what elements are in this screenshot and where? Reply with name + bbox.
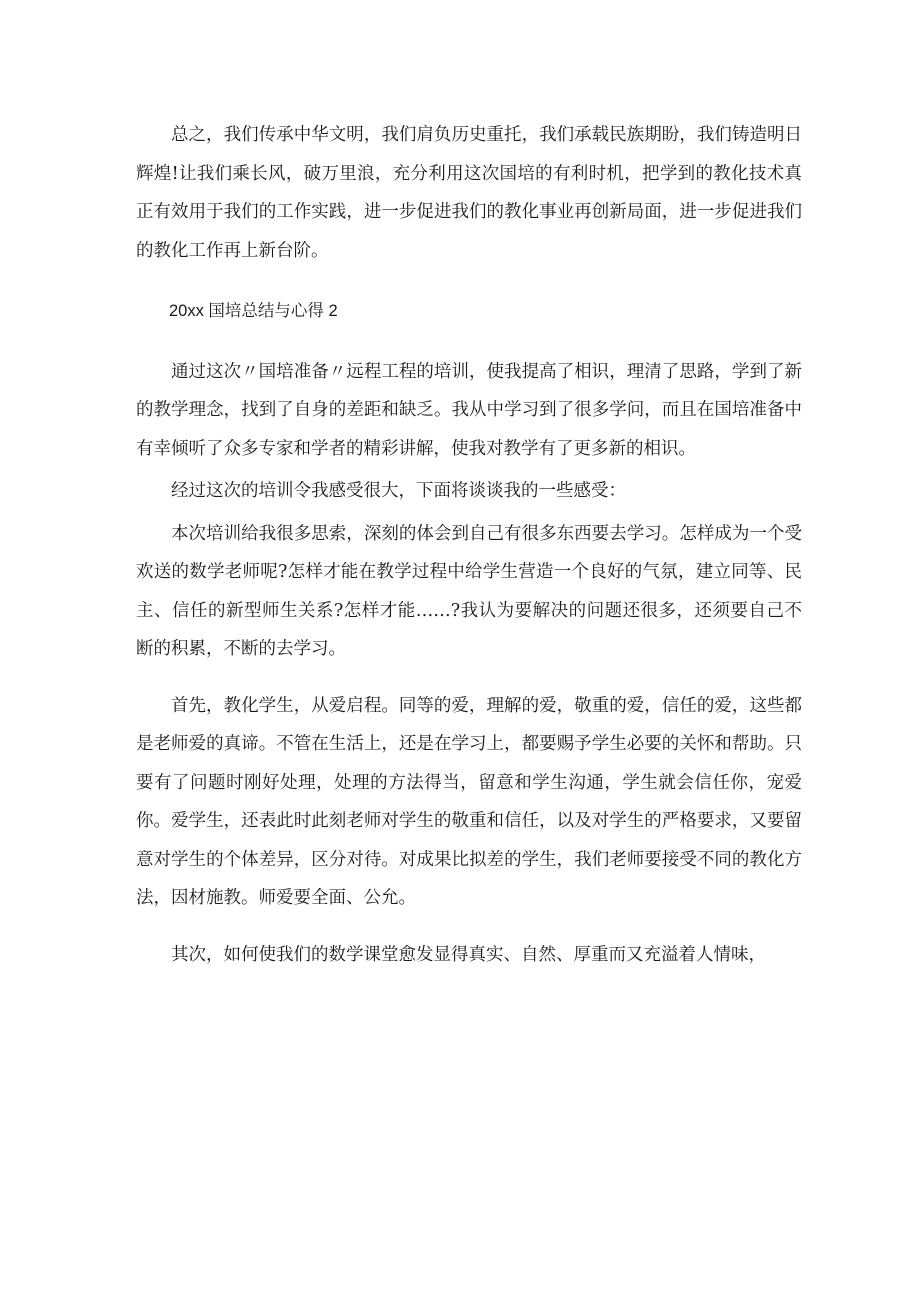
paragraph-conclusion: 总之，我们传承中华文明，我们肩负历史重托，我们承载民族期盼，我们铸造明日辉煌!让我们乘长风，破万里浪，充分利用这次国培的有利时机，把学到的教化技术真正有效用于我们的工作实践，进一步促进我们的教化事业再创新局面，进一步促进我们的教化工作再上新台阶。: [136, 125, 802, 261]
section-heading: 20xx 国培总结与心得 2: [169, 302, 338, 320]
paragraph-feelings-lead: 经过这次的培训令我感受很大，下面将谈谈我的一些感受：: [171, 481, 626, 501]
paragraph-first-point: 首先，教化学生，从爱启程。同等的爱，理解的爱，敬重的爱，信任的爱，这些都是老师爱的真谛。不管在生活上，还是在学习上，都要赐予学生必要的关怀和帮助。只要有了问题时刚好处理，处理的方法得当，留意和学生沟通，学生就会信任你，宠爱你。爱学生，还表此时此刻老师对学生的敬重和信任，以及对学生的严格要求，又要留意对学生的个体差异，区分对待。对成果比拟差的学生，我们老师要接受不同的教化方法，因材施教。师爱要全面、公允。: [136, 695, 802, 908]
paragraph-reflection: 本次培训给我很多思索，深刻的体会到自己有很多东西要去学习。怎样成为一个受欢送的数学老师呢?怎样才能在教学过程中给学生营造一个良好的气氛，建立同等、民主、信任的新型师生关系?怎样才能……?我认为要解决的问题还很多，还须要自己不断的积累，不断的去学习。: [136, 523, 802, 659]
paragraph-training-intro: 通过这次〃国培准备〃远程工程的培训，使我提高了相识，理清了思路，学到了新的教学理念，找到了自身的差距和缺乏。我从中学习到了很多学问，而且在国培准备中有幸倾听了众多专家和学者的精彩讲解，使我对教学有了更多新的相识。: [136, 361, 802, 459]
paragraph-second-point: 其次，如何使我们的数学课堂愈发显得真实、自然、厚重而又充溢着人情味，: [171, 944, 766, 965]
